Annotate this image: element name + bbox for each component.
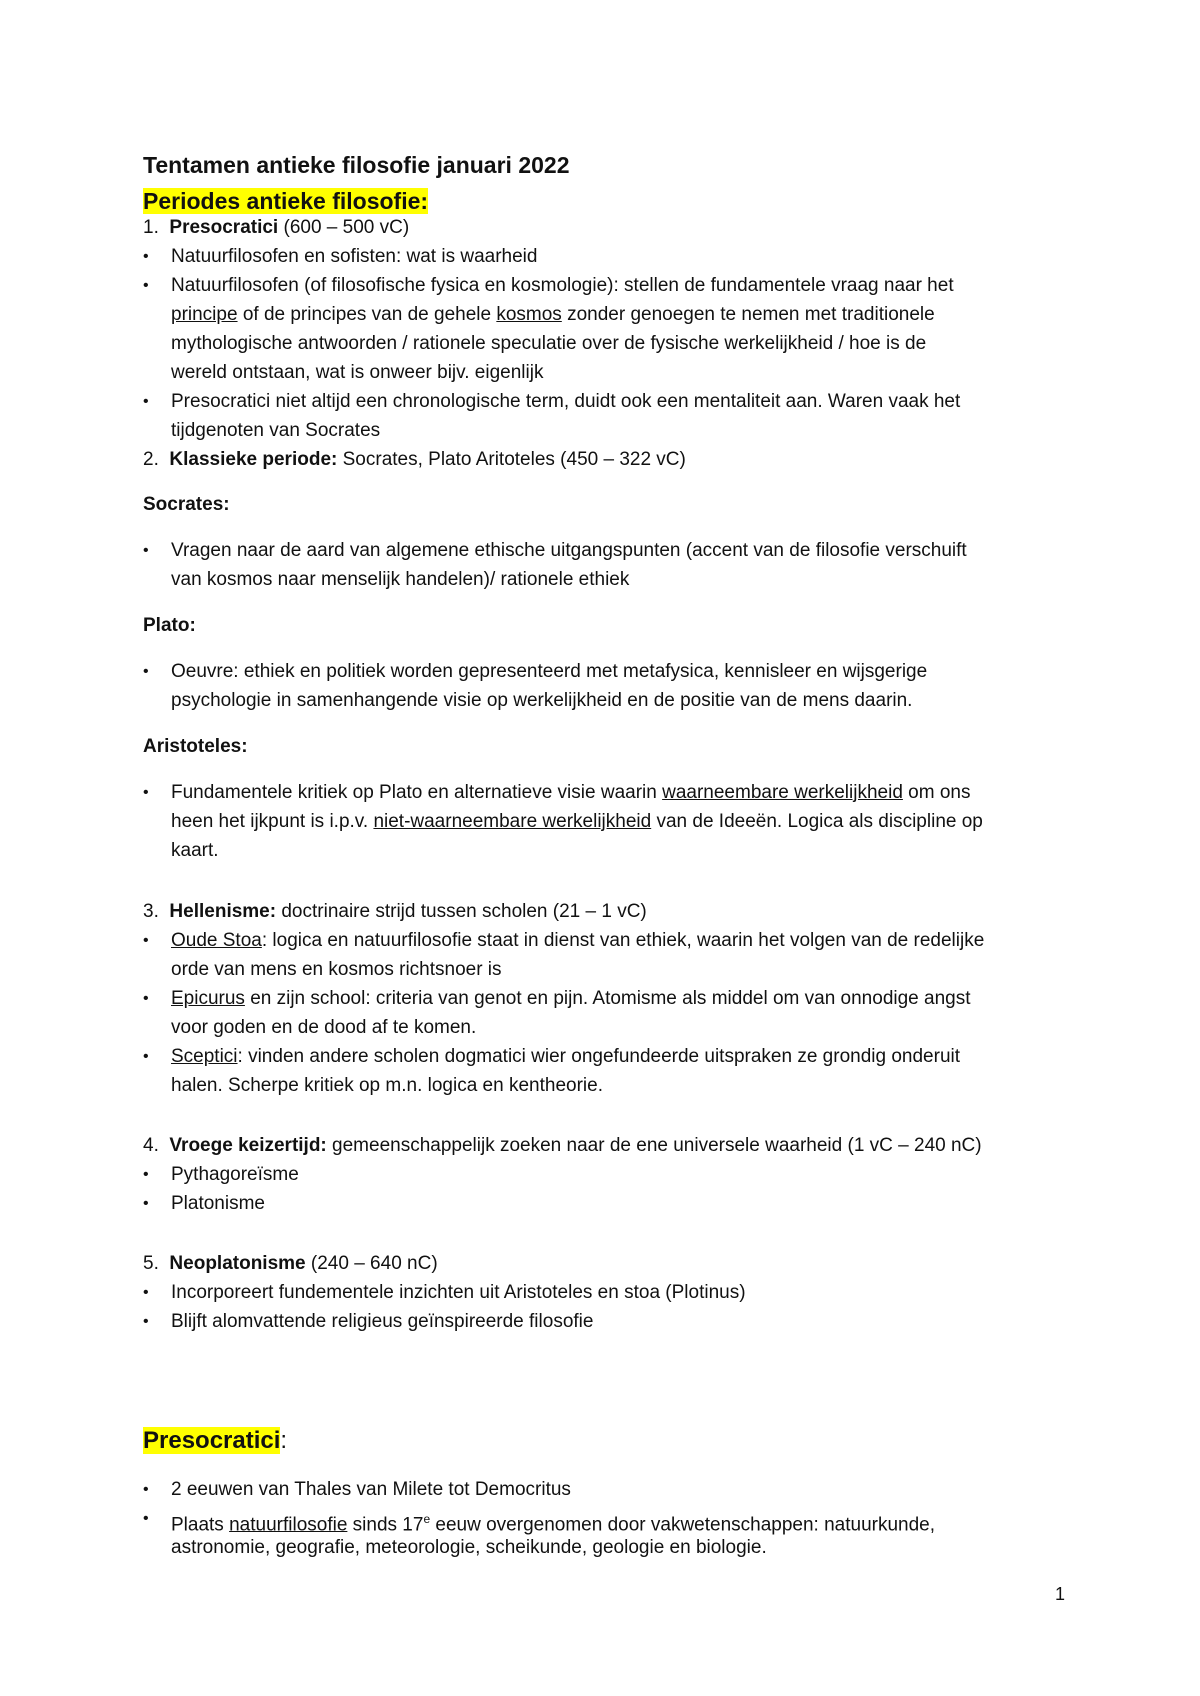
bullet-text-continued: halen. Scherpe kritiek op m.n. logica en kentheorie. bbox=[171, 1075, 603, 1096]
bullet-icon: • bbox=[143, 1313, 149, 1330]
bullet-text-continued: orde van mens en kosmos richtsnoer is bbox=[171, 959, 502, 980]
bullet-text-continued: tijdgenoten van Socrates bbox=[171, 420, 381, 441]
bullet-icon: • bbox=[143, 990, 149, 1007]
bullet-text: Vragen naar de aard van algemene ethische uitgangspunten (accent van de filosofie verschuift bbox=[171, 540, 967, 561]
bullet-text-continued: principe of de principes van de gehele kosmos zonder genoegen te nemen met traditionele bbox=[171, 304, 935, 325]
list-item-2: 2. Klassieke periode: Socrates, Plato Aritoteles (450 – 322 vC) bbox=[143, 449, 686, 470]
bullet-text: Pythagoreïsme bbox=[171, 1164, 299, 1185]
bullet-icon: • bbox=[143, 248, 149, 265]
list-item-3: 3. Hellenisme: doctrinaire strijd tussen scholen (21 – 1 vC) bbox=[143, 901, 647, 922]
subheading-socrates: Socrates: bbox=[143, 494, 230, 515]
highlighted-heading: Periodes antieke filosofie: bbox=[143, 188, 429, 214]
bullet-text-continued: psychologie in samenhangende visie op werkelijkheid en de positie van de mens daarin. bbox=[171, 690, 913, 711]
bullet-text: Plaats natuurfilosofie sinds 17e eeuw overgenomen door vakwetenschappen: natuurkunde, bbox=[171, 1512, 936, 1536]
bullet-icon: • bbox=[143, 1510, 149, 1527]
bullet-text-continued: heen het ijkpunt is i.p.v. niet-waarneembare werkelijkheid van de Ideeën. Logica als discipline op bbox=[171, 811, 983, 832]
bullet-text: Natuurfilosofen en sofisten: wat is waarheid bbox=[171, 246, 538, 267]
page-number: 1 bbox=[1055, 1584, 1066, 1604]
bullet-icon: • bbox=[143, 1481, 149, 1498]
bullet-icon: • bbox=[143, 784, 149, 801]
bullet-text-continued: mythologische antwoorden / rationele speculatie over de fysische werkelijkheid / hoe is de bbox=[171, 333, 927, 354]
list-item-5: 5. Neoplatonisme (240 – 640 nC) bbox=[143, 1253, 438, 1274]
list-item-1: 1. Presocratici (600 – 500 vC) bbox=[143, 217, 410, 238]
bullet-text: 2 eeuwen van Thales van Milete tot Democritus bbox=[171, 1479, 571, 1500]
bullet-text: Natuurfilosofen (of filosofische fysica en kosmologie): stellen de fundamentele vraag naar het bbox=[171, 275, 954, 296]
bullet-icon: • bbox=[143, 1166, 149, 1183]
bullet-text: Oude Stoa: logica en natuurfilosofie staat in dienst van ethiek, waarin het volgen van de redelijke bbox=[171, 930, 985, 951]
bullet-text: Oeuvre: ethiek en politiek worden gepresenteerd met metafysica, kennisleer en wijsgerige bbox=[171, 661, 928, 682]
subheading-aristoteles: Aristoteles: bbox=[143, 736, 248, 757]
bullet-text: Epicurus en zijn school: criteria van genot en pijn. Atomisme als middel om van onnodige angst bbox=[171, 988, 971, 1009]
bullet-text-continued: kaart. bbox=[171, 840, 219, 861]
bullet-text: Sceptici: vinden andere scholen dogmatici wier ongefundeerde uitspraken ze grondig onderuit bbox=[171, 1046, 961, 1067]
document-title: Tentamen antieke filosofie januari 2022 bbox=[143, 152, 570, 178]
bullet-icon: • bbox=[143, 1284, 149, 1301]
bullet-icon: • bbox=[143, 1048, 149, 1065]
bullet-text: Platonisme bbox=[171, 1193, 265, 1214]
bullet-text: Presocratici niet altijd een chronologische term, duidt ook een mentaliteit aan. Waren vaak het bbox=[171, 391, 961, 412]
bullet-text-continued: voor goden en de dood af te komen. bbox=[171, 1017, 477, 1038]
bullet-icon: • bbox=[143, 542, 149, 559]
bullet-icon: • bbox=[143, 663, 149, 680]
bullet-text: Blijft alomvattende religieus geïnspireerde filosofie bbox=[171, 1311, 594, 1332]
section-heading-periodes bbox=[143, 186, 428, 216]
list-item-4: 4. Vroege keizertijd: gemeenschappelijk zoeken naar de ene universele waarheid (1 vC – 240 nC) bbox=[143, 1135, 982, 1156]
bullet-text-continued: astronomie, geografie, meteorologie, scheikunde, geologie en biologie. bbox=[171, 1537, 767, 1558]
bullet-icon: • bbox=[143, 277, 149, 294]
bullet-icon: • bbox=[143, 932, 149, 949]
bullet-text-continued: van kosmos naar menselijk handelen)/ rationele ethiek bbox=[171, 569, 630, 590]
subheading-plato: Plato: bbox=[143, 615, 196, 636]
bullet-text-continued: wereld ontstaan, wat is onweer bijv. eigenlijk bbox=[171, 362, 544, 383]
bullet-icon: • bbox=[143, 1195, 149, 1212]
section-heading-presocratici: Presocratici: bbox=[143, 1427, 288, 1454]
bullet-text: Incorporeert fundementele inzichten uit Aristoteles en stoa (Plotinus) bbox=[171, 1282, 746, 1303]
bullet-text: Fundamentele kritiek op Plato en alternatieve visie waarin waarneembare werkelijkheid om ons bbox=[171, 782, 971, 803]
bullet-icon: • bbox=[143, 393, 149, 410]
